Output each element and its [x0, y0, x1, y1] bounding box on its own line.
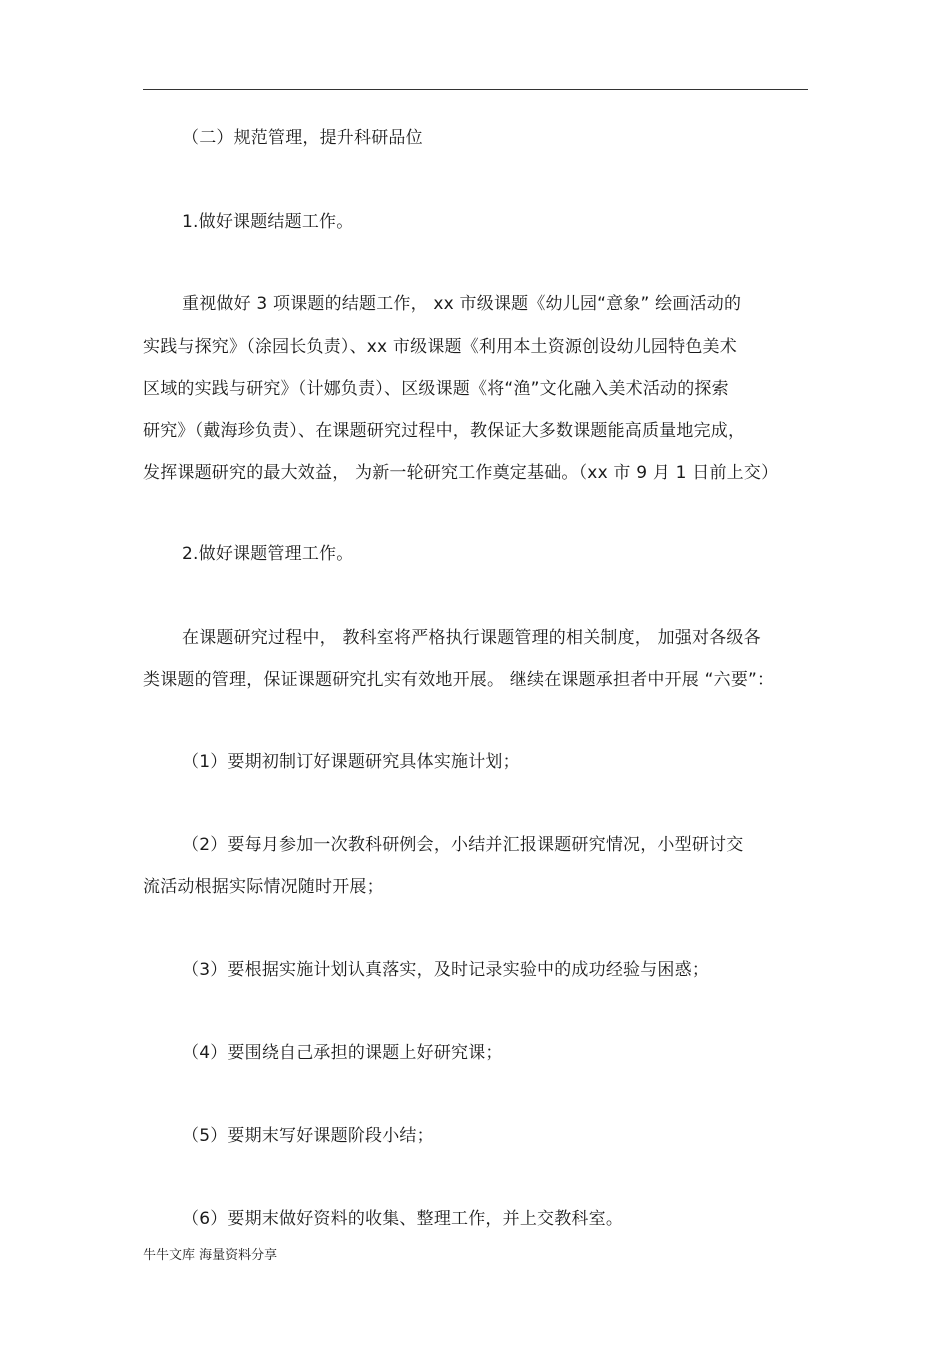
item1-paragraph-line: 研究》（戴海珍负责）、在课题研究过程中，教保证大多数课题能高质量地完成， [143, 421, 746, 441]
item1-paragraph-line: 区域的实践与研究》（计娜负责）、区级课题《将“渔”文化融入美术活动的探索 [143, 379, 729, 399]
header-rule [143, 89, 808, 90]
requirement-2: （2）要每月参加一次教科研例会，小结并汇报课题研究情况，小型研讨交 [182, 835, 744, 855]
requirement-6: （6）要期末做好资料的收集、整理工作，并上交教科室。 [182, 1209, 624, 1229]
section-heading: （二）规范管理，提升科研品位 [182, 128, 423, 148]
requirement-2-continued: 流活动根据实际情况随时开展； [143, 877, 384, 897]
item1-paragraph-line: 实践与探究》（涂园长负责）、xx 市级课题《利用本土资源创设幼儿园特色美术 [143, 337, 737, 357]
item2-heading: 2.做好课题管理工作。 [182, 544, 354, 564]
requirement-4: （4）要围绕自己承担的课题上好研究课； [182, 1043, 503, 1063]
footer-text: 牛牛文库 海量资料分享 [143, 1248, 278, 1263]
item1-paragraph-line: 重视做好 3 项课题的结题工作， xx 市级课题《幼儿园“意象” 绘画活动的 [182, 294, 742, 314]
item1-heading: 1.做好课题结题工作。 [182, 212, 354, 232]
requirement-1: （1）要期初制订好课题研究具体实施计划； [182, 752, 520, 772]
item2-paragraph-line: 类课题的管理，保证课题研究扎实有效地开展。 继续在课题承担者中开展 “六要”： [143, 670, 775, 690]
item1-paragraph-line: 发挥课题研究的最大效益， 为新一轮研究工作奠定基础。（xx 市 9 月 1 日前上交） [143, 463, 779, 483]
requirement-3: （3）要根据实施计划认真落实，及时记录实验中的成功经验与困惑； [182, 960, 710, 980]
requirement-5: （5）要期末写好课题阶段小结； [182, 1126, 434, 1146]
item2-paragraph-line: 在课题研究过程中， 教科室将严格执行课题管理的相关制度， 加强对各级各 [182, 628, 761, 648]
